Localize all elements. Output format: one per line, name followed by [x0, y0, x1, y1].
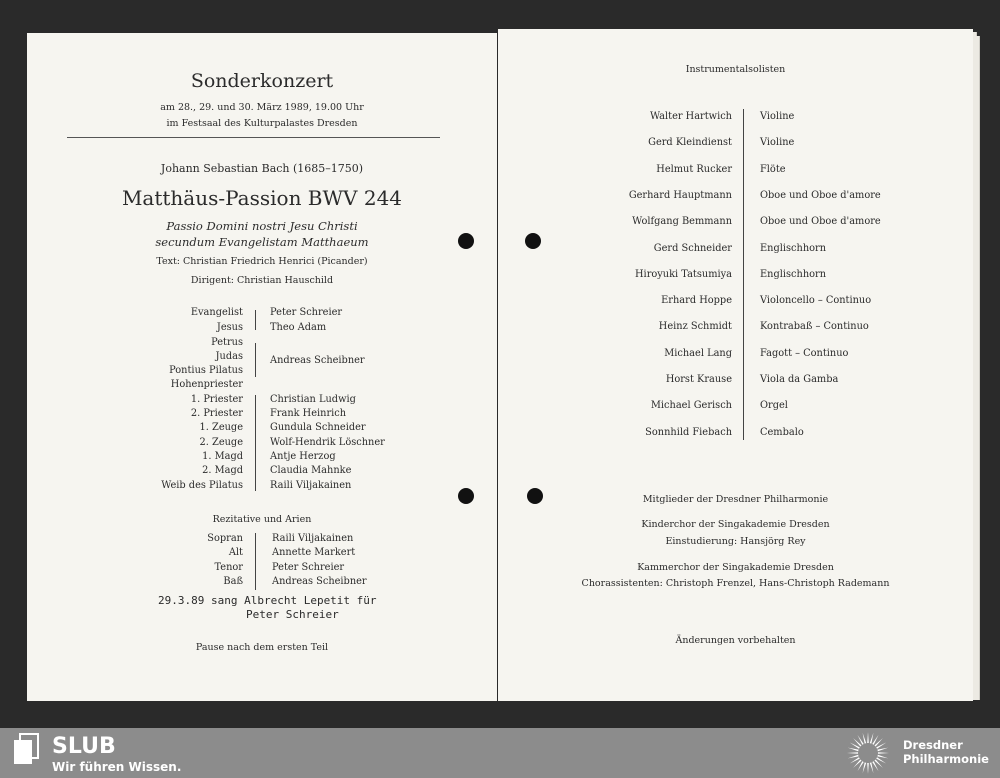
punch-hole [525, 233, 541, 249]
punch-hole [527, 488, 543, 504]
cast-role: 2. Priester [190, 408, 243, 419]
soloist-name: Wolfgang Bemmann [632, 216, 732, 228]
cast-singer: Theo Adam [270, 322, 327, 333]
soloist-instrument: Flöte [760, 163, 786, 175]
left-page [27, 33, 497, 701]
soloist-instrument: Cembalo [760, 426, 804, 438]
text-credit: Text: Christian Friedrich Henrici (Picander) [156, 256, 368, 267]
concert-venue: im Festsaal des Kulturpalastes Dresden [166, 118, 358, 129]
soloist-instrument: Viola da Gamba [760, 374, 839, 385]
aria-singer: Andreas Scheibner [272, 576, 367, 587]
soloist-name: Heinz Schmidt [658, 321, 732, 333]
soloist-name: Sonnhild Fiebach [645, 426, 732, 438]
soloist-name: Michael Lang [664, 347, 732, 359]
cast-singer: Andreas Scheibner [270, 355, 365, 366]
divider [67, 137, 440, 138]
pause-note: Pause nach dem ersten Teil [195, 642, 329, 653]
cast-role: 1. Zeuge [199, 422, 243, 433]
soloist-name: Gerd Schneider [653, 242, 732, 254]
soloist-instrument: Englischhorn [760, 242, 827, 254]
cast-singer: Raili Viljakainen [270, 480, 352, 491]
soloist-instrument: Oboe und Oboe d'amore [760, 216, 881, 228]
aria-voice: Sopran [207, 533, 243, 544]
cast-singer: Frank Heinrich [270, 408, 347, 419]
soloist-instrument: Oboe und Oboe d'amore [760, 189, 881, 201]
aria-singer: Annette Markert [272, 547, 356, 558]
punch-hole [458, 488, 474, 504]
cast-role: Hohenpriester [170, 379, 243, 390]
aria-voice: Tenor [214, 562, 243, 573]
soloist-instrument: Violoncello – Continuo [760, 295, 872, 307]
work-title: Matthäus-Passion BWV 244 [121, 186, 403, 210]
slub-title[interactable]: SLUB [52, 734, 116, 759]
soloists-divider [743, 109, 744, 440]
cast-role: Petrus [211, 337, 243, 348]
orchestra: Mitglieder der Dresdner Philharmonie [642, 494, 829, 505]
aria-voice: Baß [223, 576, 243, 587]
childrens-choir-director: Einstudierung: Hansjörg Rey [665, 536, 806, 547]
punch-hole [458, 233, 474, 249]
typed-note-line-2: Peter Schreier [246, 608, 339, 621]
cast-singer: Claudia Mahnke [270, 465, 352, 476]
footer-bar [0, 728, 1000, 778]
cast-bracket [255, 310, 256, 330]
right-page [498, 29, 973, 701]
cast-role: Jesus [216, 322, 243, 333]
composer: Johann Sebastian Bach (1685–1750) [160, 162, 364, 175]
latin-subtitle-1: Passio Domini nostri Jesu Christi [166, 219, 358, 233]
latin-subtitle-2: secundum Evangelistam Matthaeum [155, 235, 369, 249]
choir-assistants: Chorassistenten: Christoph Frenzel, Hans-Christoph Rademann [581, 578, 890, 589]
concert-title: Sonderkonzert [190, 70, 334, 92]
cast-role: Judas [215, 351, 243, 362]
soloist-instrument: Englischhorn [760, 268, 827, 280]
cast-singer: Peter Schreier [270, 307, 343, 318]
soloist-name: Erhard Hoppe [661, 295, 732, 307]
partner-line-1: Dresdner [903, 738, 963, 752]
slub-logo-icon [12, 732, 42, 768]
cast-bracket [255, 343, 256, 377]
cast-role: 1. Magd [202, 451, 243, 462]
soloist-name: Walter Hartwich [649, 111, 732, 122]
aria-singer: Raili Viljakainen [272, 533, 354, 544]
cast-singer: Antje Herzog [270, 451, 336, 462]
soloist-instrument: Violine [760, 111, 795, 122]
soloist-instrument: Fagott – Continuo [760, 347, 849, 359]
slub-subtitle: Wir führen Wissen. [52, 760, 182, 774]
cast-singer: Wolf-Hendrik Löschner [270, 437, 385, 448]
typed-note-line-1: 29.3.89 sang Albrecht Lepetit für [158, 594, 377, 607]
cast-singer: Christian Ludwig [270, 394, 356, 405]
soloist-name: Michael Gerisch [650, 400, 732, 412]
cast-role: 2. Zeuge [199, 437, 243, 448]
changes-note: Änderungen vorbehalten [675, 635, 796, 646]
cast-bracket [255, 395, 256, 491]
partner-line-2: Philharmonie [903, 752, 989, 766]
soloists-heading: Instrumentalsolisten [685, 64, 786, 75]
arias-bracket [255, 533, 256, 590]
aria-voice: Alt [228, 547, 243, 558]
cast-singer: Gundula Schneider [270, 422, 366, 433]
cast-role: Evangelist [190, 307, 243, 318]
soloist-name: Gerhard Hauptmann [628, 189, 732, 201]
chamber-choir: Kammerchor der Singakademie Dresden [637, 562, 834, 573]
soloist-instrument: Kontrabaß – Continuo [760, 321, 869, 333]
cast-role: Weib des Pilatus [161, 480, 243, 491]
conductor: Dirigent: Christian Hauschild [190, 275, 334, 286]
soloist-name: Helmut Rucker [656, 163, 732, 175]
cast-role: Pontius Pilatus [169, 365, 243, 376]
cast-role: 2. Magd [202, 465, 243, 476]
philharmonie-logo-icon [842, 730, 894, 776]
aria-singer: Peter Schreier [272, 562, 345, 573]
soloist-instrument: Orgel [760, 400, 788, 412]
concert-dates: am 28., 29. und 30. März 1989, 19.00 Uhr [160, 102, 364, 113]
childrens-choir: Kinderchor der Singakademie Dresden [641, 519, 830, 530]
soloist-instrument: Violine [760, 137, 795, 149]
soloist-name: Hiroyuki Tatsumiya [635, 268, 732, 280]
cast-role: 1. Priester [190, 394, 243, 405]
arias-heading: Rezitative und Arien [212, 514, 312, 525]
soloist-name: Gerd Kleindienst [648, 137, 732, 149]
soloist-name: Horst Krause [665, 374, 732, 385]
